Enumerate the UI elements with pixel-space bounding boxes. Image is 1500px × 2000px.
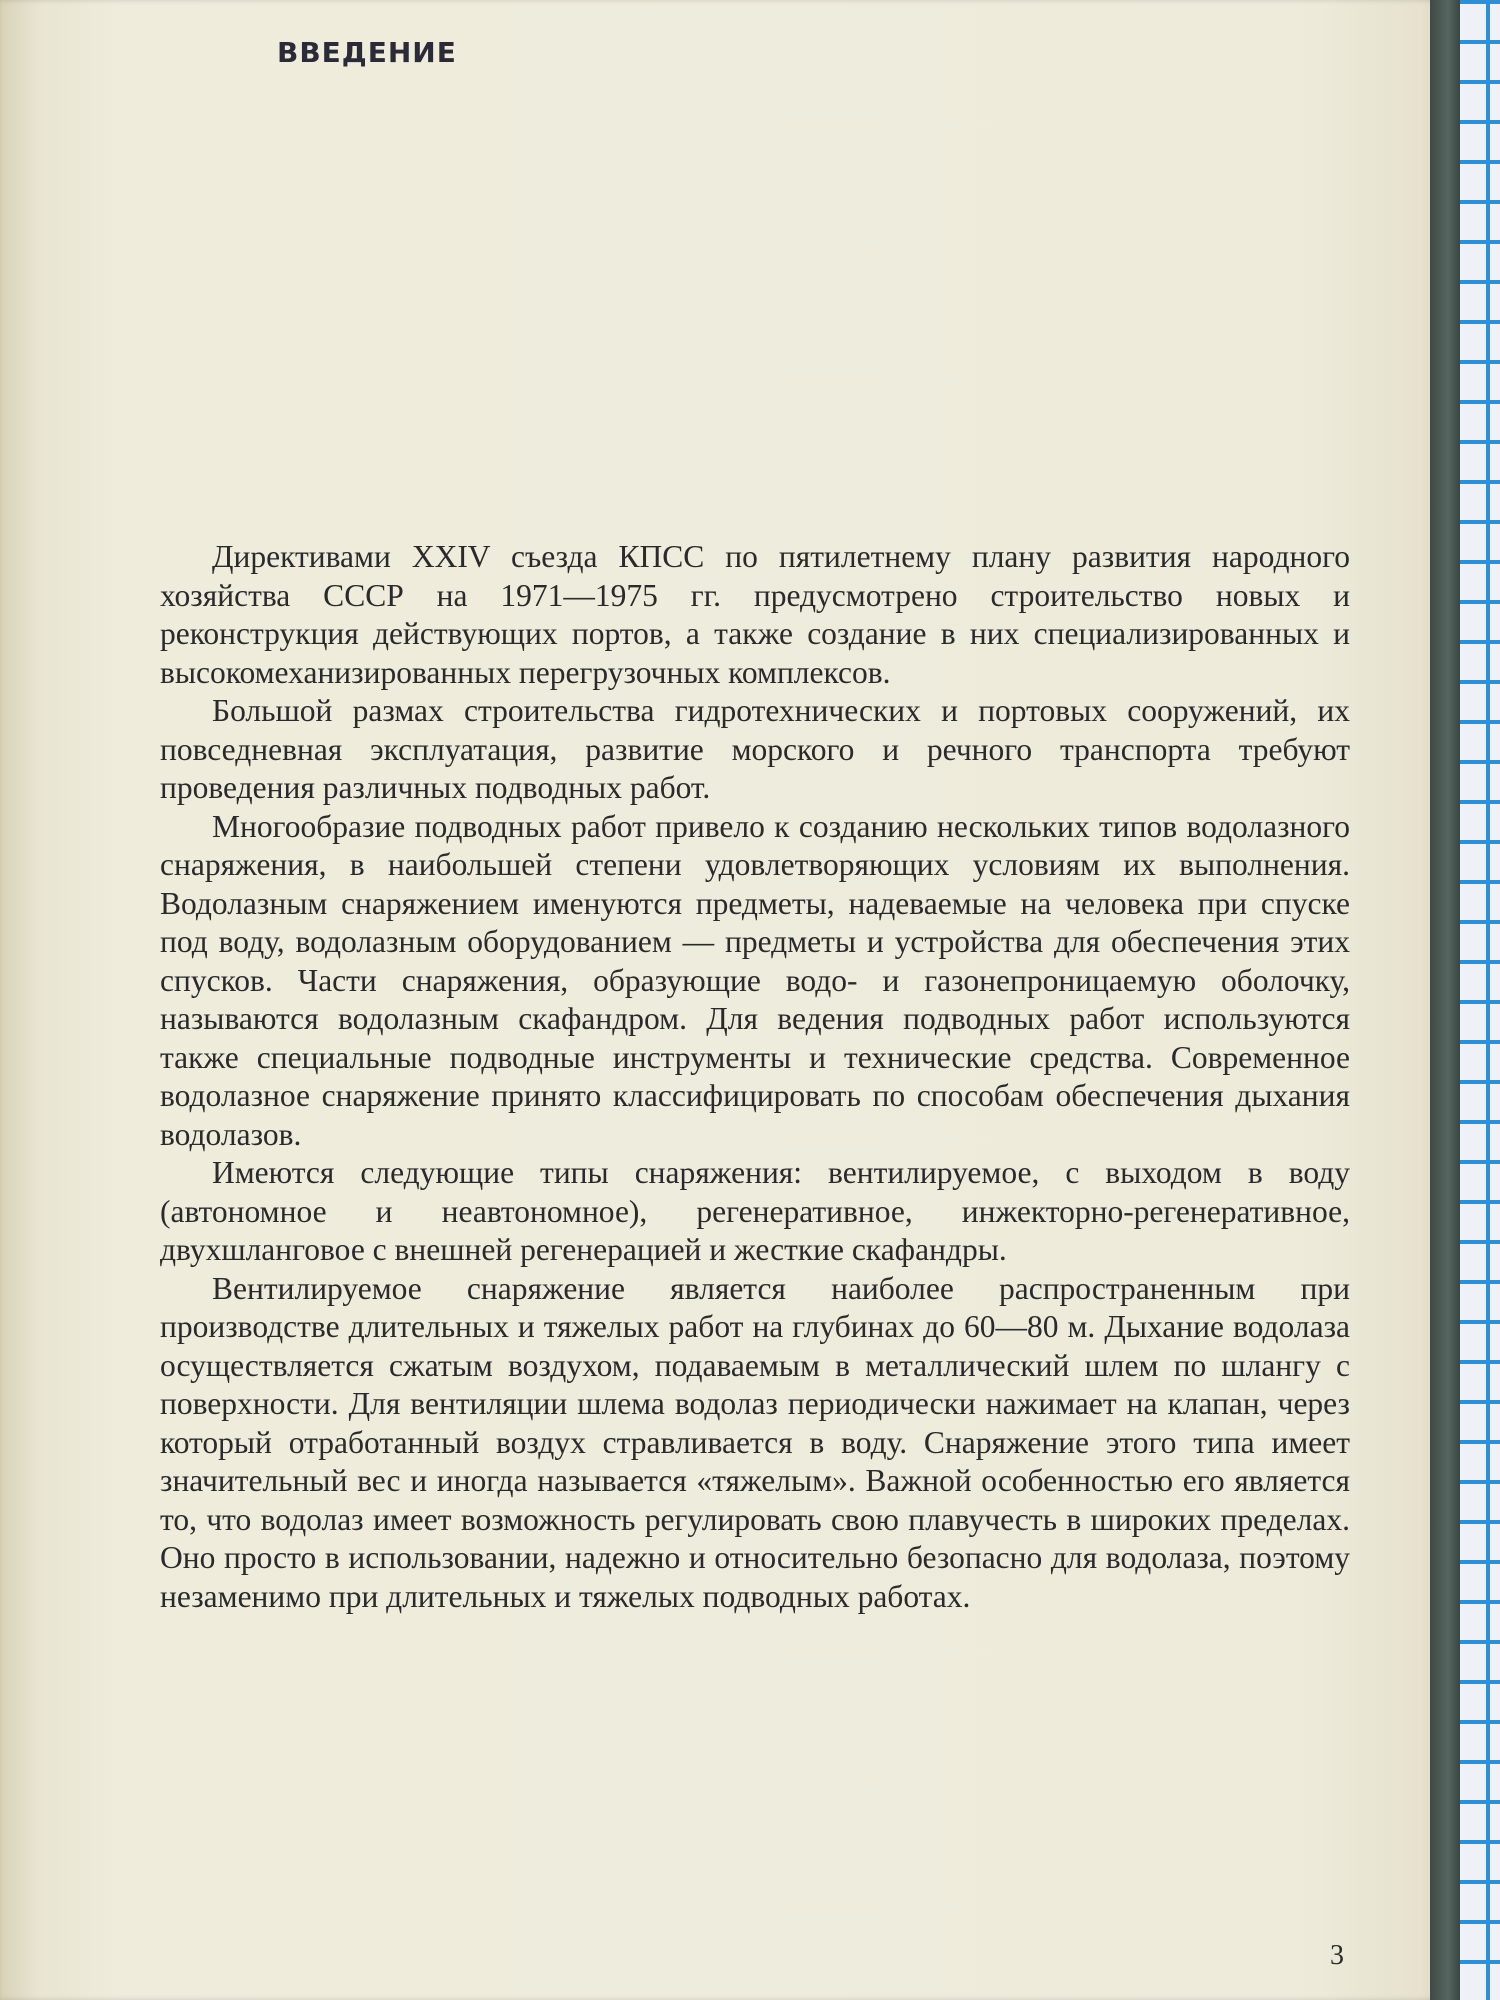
grid-paper-background (1460, 0, 1500, 2000)
paragraph: Имеются следующие типы снаряжения: вентилируемое, с выходом в воду (автономное и неавтономное), регенеративное, инжекторно-регенеративное, двухшланговое с внешней регенерацией и жесткие скафандры. (160, 1155, 1350, 1267)
paragraph: Большой размах строительства гидротехнических и портовых сооружений, их повседневная эксплуатация, развитие морского и речного транспорта требуют проведения различных подводных работ. (160, 693, 1350, 805)
body-text (160, 538, 1350, 1616)
paragraph: Многообразие подводных работ привело к созданию нескольких типов водолазного снаряжения, в наибольшей степени удовлетворяющих условиям их выполнения. Водолазным снаряжением именуются предметы, надеваемые на человека при спуске под воду, водолазным оборудованием — предметы и устройства для обеспечения этих спусков. Части снаряжения, образующие водо- и газонепроницаемую оболочку, называются водолазным скафандром. Для ведения подводных работ используются также специальные подводные инструменты и технические средства. Современное водолазное снаряжение принято классифицировать по способам обеспечения дыхания водолазов. (160, 808, 1350, 1152)
paragraph: Директивами XXIV съезда КПСС по пятилетнему плану развития народного хозяйства СССР на 1971—1975 гг. предусмотрено строительство новых и реконструкция действующих портов, а также создание в них специализированных и высокомеханизированных перегрузочных комплексов. (160, 539, 1350, 690)
book-cover-edge (1430, 0, 1460, 2000)
paragraph: Вентилируемое снаряжение является наиболее распространенным при производстве длительных и тяжелых работ на глубинах до 60—80 м. Дыхание водолаза осуществляется сжатым воздухом, подаваемым в металлический шлем по шлангу с поверхности. Для вентиляции шлема водолаз периодически нажимает на клапан, через который отработанный воздух стравливается в воду. Снаряжение этого типа имеет значительный вес и иногда называется «тяжелым». Важной особенностью его является то, что водолаз имеет возможность регулировать свою плавучесть в широких пределах. Оно просто в использовании, надежно и относительно безопасно для водолаза, поэтому незаменимо при длительных и тяжелых подводных работах. (160, 1270, 1350, 1614)
page-heading: ВВЕДЕНИЕ (277, 36, 457, 69)
page-number: 3 (1330, 1940, 1344, 1971)
